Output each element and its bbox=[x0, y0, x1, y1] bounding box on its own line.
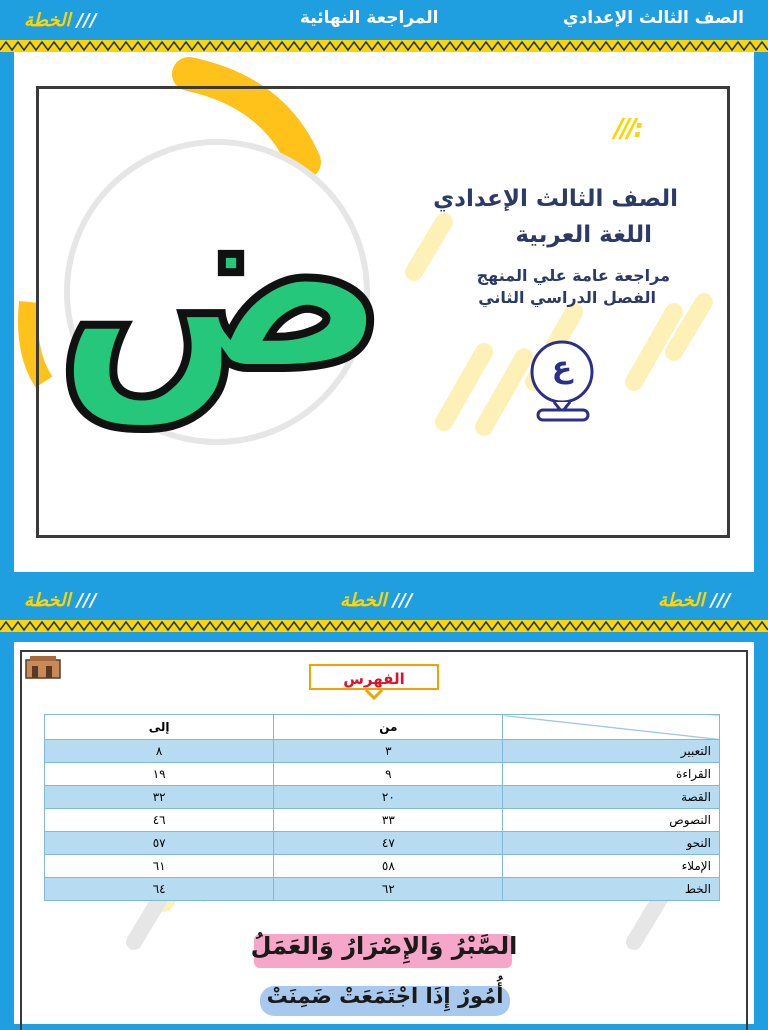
row-to: ٥٧ bbox=[45, 832, 274, 855]
row-from: ٥٨ bbox=[274, 855, 503, 878]
chevron-down-icon bbox=[364, 688, 384, 702]
header-grade: الصف الثالث الإعدادي bbox=[562, 8, 744, 28]
index-table bbox=[44, 714, 720, 901]
brand-logo-right: الخطة /// bbox=[658, 590, 731, 611]
row-from: ٩ bbox=[274, 763, 503, 786]
cover-grade: الصف الثالث الإعدادي bbox=[433, 186, 678, 212]
header-topic-diagonal bbox=[503, 715, 720, 740]
table-row bbox=[45, 878, 720, 901]
row-topic: النحو bbox=[503, 832, 720, 855]
header-from: من bbox=[274, 715, 503, 740]
row-topic: القراءة bbox=[503, 763, 720, 786]
table-row bbox=[45, 855, 720, 878]
header-title: المراجعة النهائية bbox=[300, 8, 439, 28]
table-row bbox=[45, 786, 720, 809]
index-page bbox=[14, 642, 754, 1024]
brand-logo-left: الخطة /// bbox=[24, 590, 97, 611]
zigzag-border-icon bbox=[0, 40, 768, 52]
big-letter-dad: ض bbox=[54, 136, 391, 427]
row-topic: النصوص bbox=[503, 809, 720, 832]
cover-review: مراجعة عامة علي المنهج bbox=[476, 266, 670, 285]
row-topic: الخط bbox=[503, 878, 720, 901]
row-to: ٣٢ bbox=[45, 786, 274, 809]
table-row bbox=[45, 832, 720, 855]
table-row bbox=[45, 740, 720, 763]
cover-page bbox=[14, 52, 754, 572]
row-to: ٤٦ bbox=[45, 809, 274, 832]
row-from: ٦٢ bbox=[274, 878, 503, 901]
quote-line-1: الصَّبْرُ وَالإِصْرَارُ وَالعَمَلُ bbox=[250, 932, 518, 960]
row-from: ٣٣ bbox=[274, 809, 503, 832]
row-to: ١٩ bbox=[45, 763, 274, 786]
row-topic: القصة bbox=[503, 786, 720, 809]
row-topic: التعبير bbox=[503, 740, 720, 763]
emblem-letter: ع bbox=[551, 350, 573, 385]
cover-term: الفصل الدراسي الثاني bbox=[478, 288, 656, 307]
row-to: ٦١ bbox=[45, 855, 274, 878]
brand-logo: الخطة /// bbox=[24, 10, 97, 31]
row-from: ٤٧ bbox=[274, 832, 503, 855]
index-label: الفهرس bbox=[309, 664, 439, 690]
building-icon bbox=[24, 654, 62, 680]
row-from: ٢٠ bbox=[274, 786, 503, 809]
row-topic: الإملاء bbox=[503, 855, 720, 878]
brand-logo-center: الخطة /// bbox=[340, 590, 413, 611]
cover-logo-icon: ///: bbox=[614, 114, 641, 144]
table-row bbox=[45, 763, 720, 786]
cover-subject: اللغة العربية bbox=[515, 222, 652, 248]
header-to: إلى bbox=[45, 715, 274, 740]
table-row bbox=[45, 809, 720, 832]
row-to: ٦٤ bbox=[45, 878, 274, 901]
quote-line-2: أُمُورٌ إِذَا اجْتَمَعَتْ ضَمِنَتْ bbox=[266, 984, 504, 1008]
row-from: ٣ bbox=[274, 740, 503, 763]
zigzag-border-icon-2 bbox=[0, 620, 768, 632]
table-header-row bbox=[45, 715, 720, 740]
row-to: ٨ bbox=[45, 740, 274, 763]
